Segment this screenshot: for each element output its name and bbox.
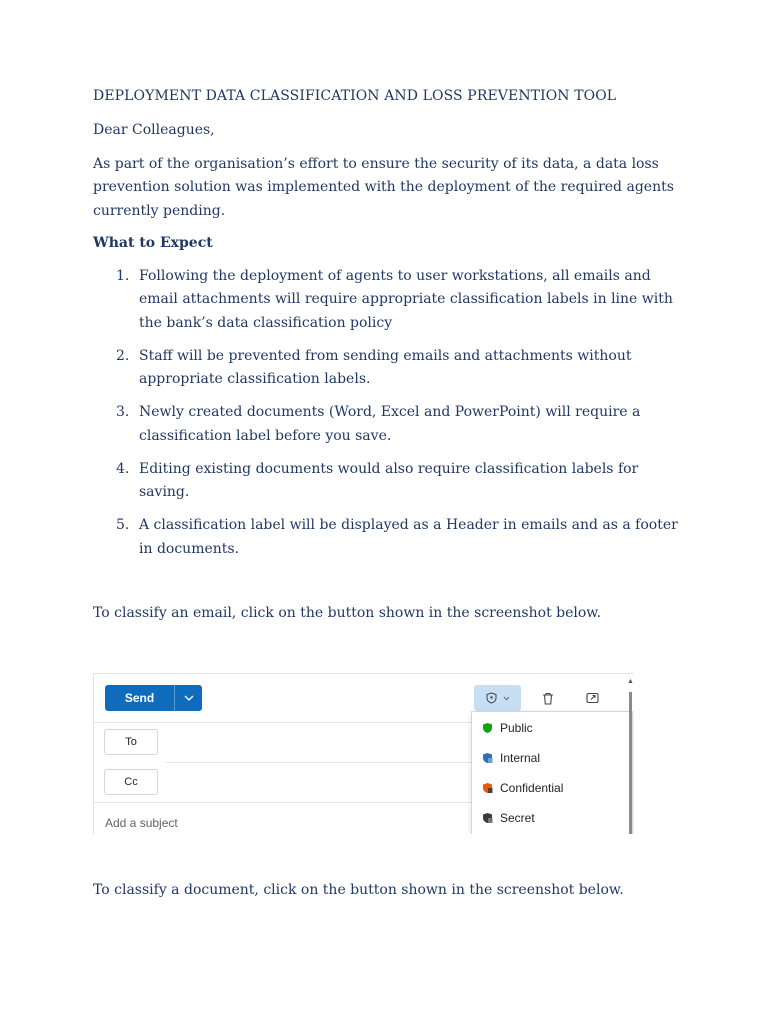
label-option-text: Public <box>500 721 533 735</box>
subject-input[interactable]: Add a subject <box>105 816 178 830</box>
cc-field-line <box>94 802 471 803</box>
greeting: Dear Colleagues, <box>93 122 215 138</box>
list-item <box>93 345 678 392</box>
list-item-text: Editing existing documents would also require classification labels for saving. <box>139 460 639 500</box>
sensitivity-button[interactable] <box>474 685 521 711</box>
list-item <box>93 401 678 448</box>
shield-icon <box>482 812 493 824</box>
list-number: 5. <box>116 517 130 533</box>
chevron-down-icon <box>503 696 510 701</box>
sensitivity-shield-icon <box>486 692 497 704</box>
shield-icon <box>482 782 493 794</box>
list-number: 4. <box>116 460 130 477</box>
toolbar-divider <box>94 722 474 723</box>
label-option-text: Confidential <box>500 781 564 795</box>
list-item-text: Staff will be prevented from sending emails and attachments without appropriate classification labels. <box>139 347 632 387</box>
send-button-label[interactable]: Send <box>105 685 175 711</box>
label-option-confidential[interactable] <box>500 781 563 795</box>
list-item <box>93 458 678 505</box>
document-title: DEPLOYMENT DATA CLASSIFICATION AND LOSS PREVENTION TOOL <box>93 88 617 104</box>
popout-icon[interactable] <box>583 689 601 707</box>
intro-paragraph: As part of the organisation’s effort to ensure the security of its data, a data loss prevention solution was implemented with the deployment of the required agents currently pending. <box>93 155 674 219</box>
list-item <box>93 514 678 561</box>
document-body <box>93 86 678 571</box>
list-item <box>93 265 678 336</box>
section-heading: What to Expect <box>93 235 213 251</box>
list-item-text: Newly created documents (Word, Excel and PowerPoint) will require a classification label before you save. <box>139 404 641 444</box>
trash-icon[interactable] <box>539 689 557 707</box>
document-instruction: To classify a document, click on the button shown in the screenshot below. <box>93 882 624 898</box>
label-option-text: Secret <box>500 811 535 825</box>
cc-button[interactable]: Cc <box>104 769 158 795</box>
sensitivity-menu <box>471 711 633 834</box>
send-options-dropdown[interactable] <box>175 685 202 711</box>
list-item-text: Following the deployment of agents to user workstations, all emails and email attachments will require appropriate classification labels in line with the bank’s data classification policy <box>139 267 673 331</box>
chevron-down-icon <box>184 695 194 701</box>
send-button[interactable] <box>105 685 202 711</box>
scroll-up-arrow[interactable]: ▲ <box>627 678 634 685</box>
label-option-internal[interactable] <box>500 751 540 765</box>
label-option-public[interactable] <box>500 721 533 735</box>
list-number: 1. <box>116 267 130 284</box>
shield-icon <box>482 752 493 764</box>
list-item-text: A classification label will be displayed as a Header in emails and as a footer in documents. <box>139 517 678 557</box>
email-compose-screenshot <box>93 673 634 834</box>
to-field-line <box>166 762 471 763</box>
list-number: 3. <box>116 404 130 420</box>
shield-icon <box>482 722 493 734</box>
email-instruction: To classify an email, click on the button shown in the screenshot below. <box>93 605 602 621</box>
to-button[interactable]: To <box>104 729 158 755</box>
label-option-secret[interactable] <box>500 811 535 825</box>
scrollbar[interactable] <box>629 692 632 834</box>
label-option-text: Internal <box>500 751 541 765</box>
expectation-list <box>93 265 678 562</box>
list-number: 2. <box>116 347 130 364</box>
